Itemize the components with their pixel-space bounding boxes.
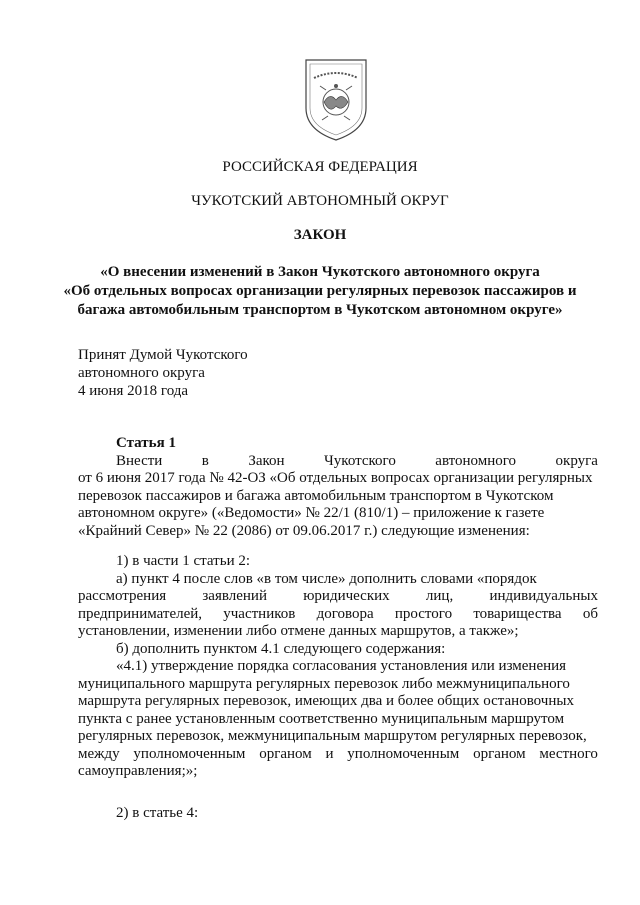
adoption-line: Принят Думой Чукотского [78, 347, 248, 363]
item-heading: 2) в статье 4: [116, 805, 199, 821]
article-1 [78, 435, 598, 540]
item-2 [78, 805, 598, 823]
law-title-line: «О внесении изменений в Закон Чукотского автономного округа [100, 264, 540, 280]
quote-line: маршрута регулярных перевозок, имеющих два и более общих остановочных [78, 693, 574, 709]
article-line: «Крайний Север» № 22 (2086) от 09.06.2017 г.) следующие изменения: [78, 522, 530, 539]
quote-line: регулярных перевозок, межмуниципальным маршрутом регулярных перевозок, [78, 728, 587, 744]
justified-line: Внести в Закон Чукотского автономного округа [116, 452, 598, 469]
adoption-line: 4 июня 2018 года [78, 383, 189, 399]
article-line: перевозок пассажиров и багажа автомобильным транспортом в Чукотском [78, 487, 554, 504]
article-heading: Статья 1 [116, 435, 176, 451]
adoption-line: автономного округа [78, 365, 205, 381]
quote-line: муниципального маршрута регулярных перевозок либо межмуниципального [78, 675, 570, 692]
subitem-a-last-line: установлении, изменении либо отмене данных маршрутов, а также»; [78, 623, 519, 639]
quote-line: пункта с ранее установленным соответственно муниципальным маршрутом [78, 710, 565, 727]
federation-heading: РОССИЙСКАЯ ФЕДЕРАЦИЯ [222, 159, 418, 175]
subitem-a-line: а) пункт 4 после слов «в том числе» дополнить словами «порядок [116, 570, 537, 587]
document-type-heading: ЗАКОН [293, 227, 347, 243]
item-1 [78, 553, 598, 781]
law-title-line: багажа автомобильным транспортом в Чукотском автономном округе» [77, 302, 563, 318]
subitem-b-line: б) дополнить пунктом 4.1 следующего содержания: [116, 640, 446, 657]
quote-line: «4.1) утверждение порядка согласования установления или изменения [116, 658, 567, 674]
article-line: автономном округе» («Ведомости» № 22/1 (810/1) – приложение к газете [78, 505, 545, 521]
adoption-note [78, 346, 598, 400]
justified-line: предпринимателей, участников договора простого товарищества об [78, 605, 598, 622]
law-title [60, 263, 580, 320]
okrug-heading: ЧУКОТСКИЙ АВТОНОМНЫЙ ОКРУГ [191, 193, 449, 209]
justified-line: рассмотрения заявлений юридических лиц, индивидуальных [78, 588, 598, 604]
article-line: от 6 июня 2017 года № 42-ОЗ «Об отдельных вопросах организации регулярных [78, 470, 593, 486]
chukotka-coat-of-arms-icon [300, 56, 372, 142]
law-title-line: «Об отдельных вопросах организации регулярных перевозок пассажиров и [63, 283, 577, 299]
justified-line: между уполномоченным органом и уполномоченным органом местного [78, 745, 598, 762]
quote-end-line: самоуправления;»; [78, 763, 198, 779]
item-heading: 1) в части 1 статьи 2: [116, 553, 251, 569]
